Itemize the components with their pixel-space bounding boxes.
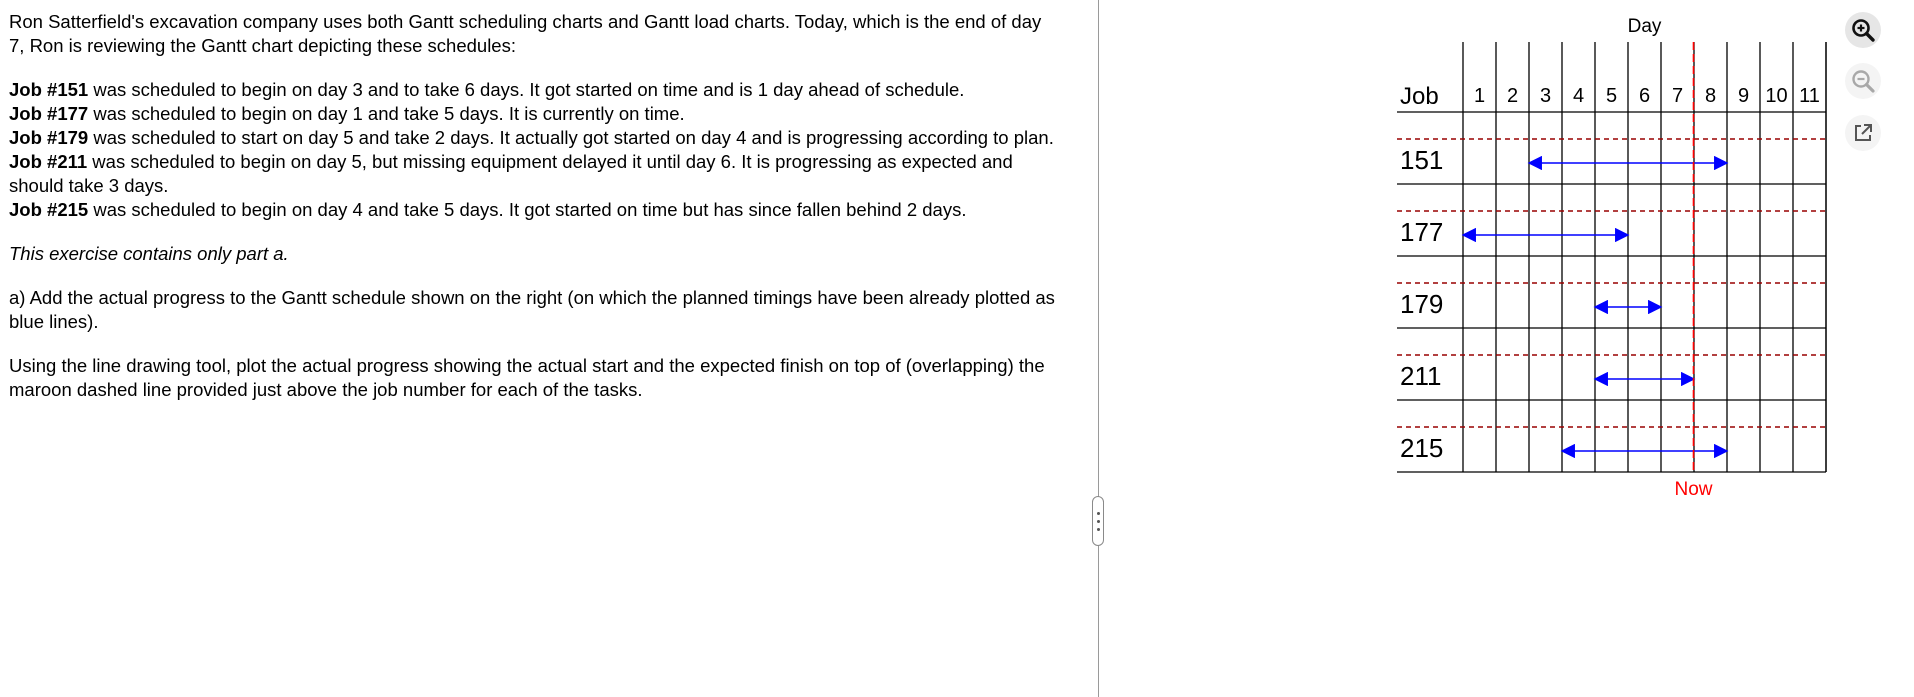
day-label: 5 <box>1605 85 1618 107</box>
job-label: Job #177 <box>9 103 89 124</box>
intro-paragraph: Ron Satterfield's excavation company uses both Gantt scheduling charts and Gantt load charts. Today, which is the end of day 7, Ron is reviewing the Gantt chart depicting these schedules: <box>9 11 1042 56</box>
zoom-out-button[interactable] <box>1845 63 1881 99</box>
now-label: Now <box>1674 479 1713 500</box>
popout-button[interactable] <box>1845 115 1881 151</box>
day-label: 9 <box>1737 85 1750 107</box>
day-label: 1 <box>1473 85 1486 107</box>
zoom-in-icon <box>1850 17 1876 43</box>
day-label: 3 <box>1539 85 1552 107</box>
day-label: 4 <box>1572 85 1585 107</box>
day-label: 11 <box>1799 85 1820 107</box>
job-description: was scheduled to start on day 5 and take 2 days. It actually got started on day 4 and is progressing according to plan. <box>88 127 1054 148</box>
external-link-icon <box>1852 122 1874 144</box>
exercise-note-text: This exercise contains only part a. <box>9 243 289 264</box>
job-number-179: 179 <box>1400 289 1444 319</box>
zoom-out-icon <box>1850 68 1876 94</box>
drawing-instructions: Using the line drawing tool, plot the actual progress showing the actual start and the expected finish on top of (overlapping) the maroon dashed line provided just above the job number for each of the tasks. <box>9 355 1045 400</box>
job-number-151: 151 <box>1400 145 1444 175</box>
day-label: 7 <box>1671 85 1684 107</box>
day-label: 2 <box>1506 85 1519 107</box>
job-description: was scheduled to begin on day 4 and take 5 days. It got started on time but has since fallen behind 2 days. <box>88 199 967 220</box>
zoom-in-button[interactable] <box>1845 12 1881 48</box>
chart-title: Day <box>1627 16 1662 37</box>
job-number-177: 177 <box>1400 217 1444 247</box>
job-label: Job #179 <box>9 127 89 148</box>
job-label: Job #211 <box>9 151 88 172</box>
job-number-215: 215 <box>1400 433 1444 463</box>
job-label: Job #215 <box>9 199 89 220</box>
job-number-211: 211 <box>1400 361 1442 391</box>
part-a-prompt: a) Add the actual progress to the Gantt schedule shown on the right (on which the planned timings have been already plotted as blue lines). <box>9 287 1055 332</box>
job-label: Job #151 <box>9 79 89 100</box>
job-description: was scheduled to begin on day 5, but missing equipment delayed it until day 6. It is progressing as expected and should take 3 days. <box>9 151 1013 196</box>
day-label: 10 <box>1765 85 1788 107</box>
row-header-label: Job <box>1400 83 1439 110</box>
day-label: 6 <box>1638 85 1651 107</box>
job-description: was scheduled to begin on day 3 and to take 6 days. It got started on time and is 1 day ahead of schedule. <box>88 79 965 100</box>
job-description: was scheduled to begin on day 1 and take 5 days. It is currently on time. <box>88 103 685 124</box>
day-label: 8 <box>1704 85 1717 107</box>
